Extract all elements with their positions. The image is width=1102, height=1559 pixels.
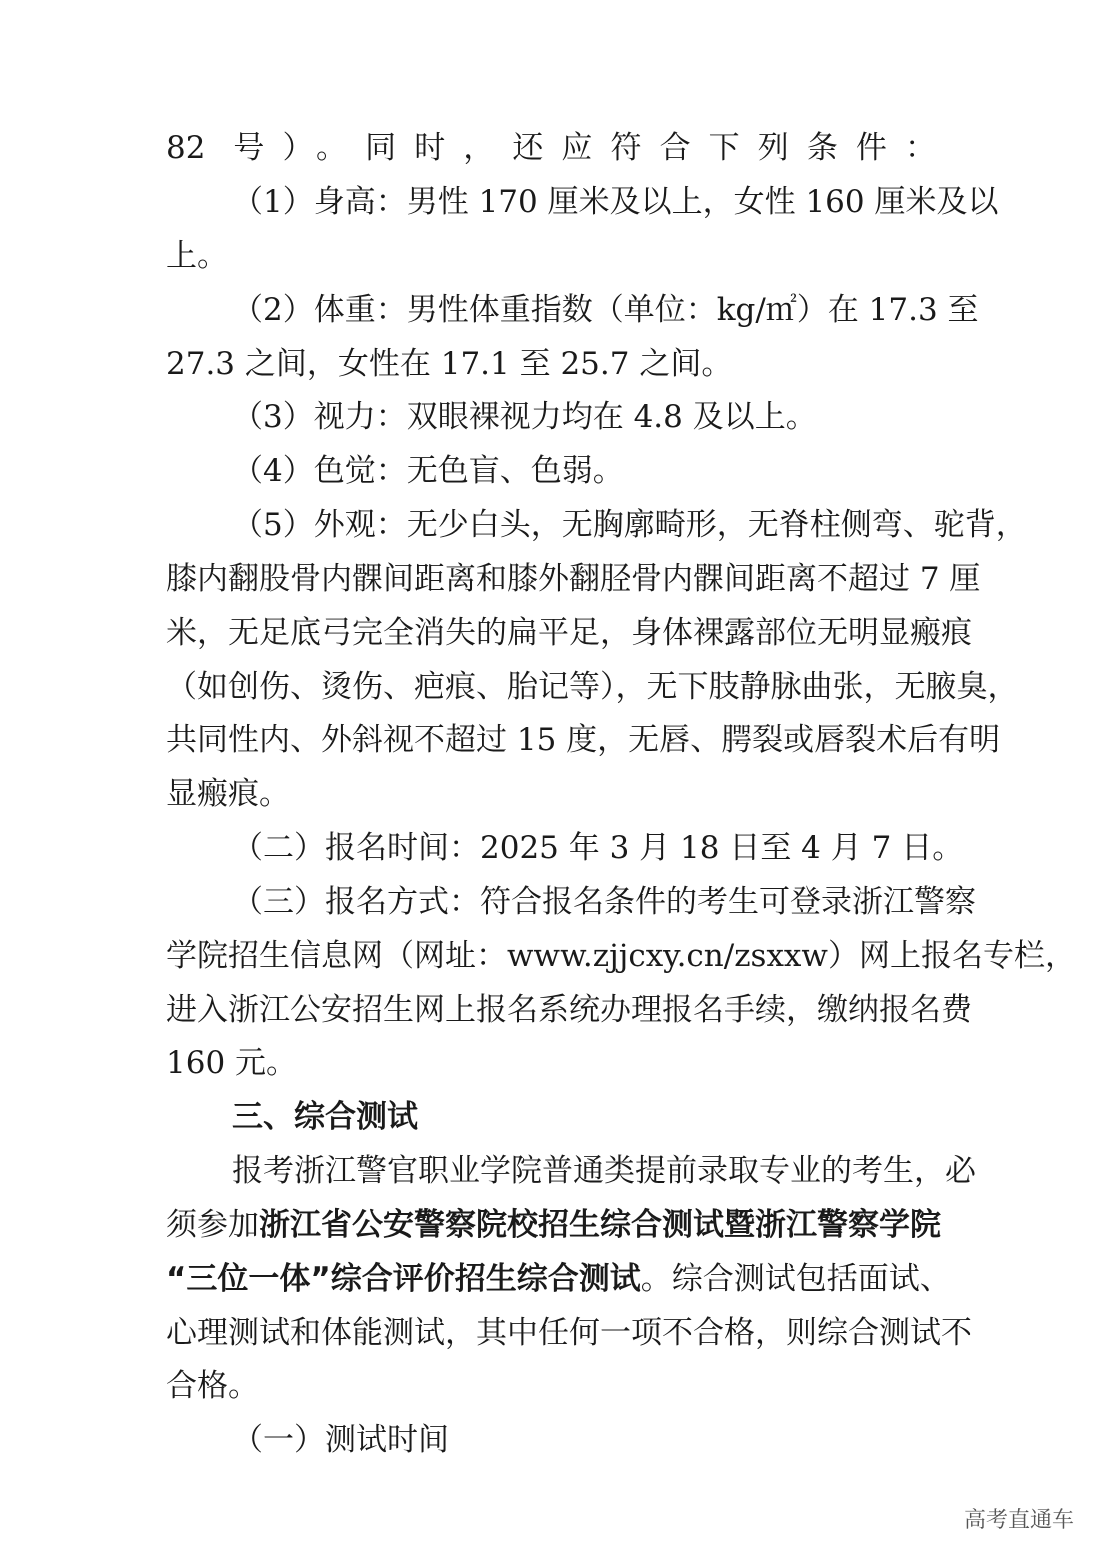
text-line <box>166 1259 951 1299</box>
plain-text: 。综合测试包括面试、 <box>640 1261 951 1297</box>
text-line: 合格。 <box>166 1368 259 1404</box>
text-line: （如创伤、烫伤、疤痕、胎记等），无下肢静脉曲张，无腋臭， <box>166 669 1019 705</box>
text-line: 160 元。 <box>166 1045 298 1081</box>
text-line: 学院招生信息网（网址：www.zjjcxy.cn/zsxxw）网上报名专栏， <box>166 938 1076 974</box>
section-heading: 三、综合测试 <box>232 1099 418 1135</box>
text-line: 共同性内、外斜视不超过 15 度，无唇、腭裂或唇裂术后有明 <box>166 722 1001 758</box>
bold-text: “三位一体”综合评价招生综合测试 <box>166 1261 641 1297</box>
text-line: 82 号）。同时，还应符合下列条件： <box>166 130 936 166</box>
text-line: （4）色觉：无色盲、色弱。 <box>232 453 624 489</box>
bold-text: 浙江省公安警察院校招生综合测试暨浙江警察学院 <box>259 1207 941 1243</box>
text-line: 米，无足底弓完全消失的扁平足，身体裸露部位无明显瘢痕 <box>166 615 972 651</box>
text-line: 心理测试和体能测试，其中任何一项不合格，则综合测试不 <box>166 1315 972 1351</box>
text-line: （三）报名方式：符合报名条件的考生可登录浙江警察 <box>232 884 976 920</box>
text-line: （3）视力：双眼裸视力均在 4.8 及以上。 <box>232 399 817 435</box>
text-line: 膝内翻股骨内髁间距离和膝外翻胫骨内髁间距离不超过 7 厘 <box>166 561 981 597</box>
watermark: 高考直通车 <box>963 1508 1074 1533</box>
plain-text: 须参加 <box>166 1207 259 1243</box>
text-line: （2）体重：男性体重指数（单位：kg/㎡）在 17.3 至 <box>232 292 979 328</box>
text-line: 显瘢痕。 <box>166 776 290 812</box>
text-line: （二）报名时间：2025 年 3 月 18 日至 4 月 7 日。 <box>232 830 964 866</box>
text-line: （5）外观：无少白头，无胸廓畸形，无脊柱侧弯、驼背， <box>232 507 1027 543</box>
text-line: 进入浙江公安招生网上报名系统办理报名手续，缴纳报名费 <box>166 992 972 1028</box>
text-line: 27.3 之间，女性在 17.1 至 25.7 之间。 <box>166 346 733 382</box>
text-line <box>166 1205 941 1245</box>
text-line: 报考浙江警官职业学院普通类提前录取专业的考生，必 <box>232 1153 976 1189</box>
text-line: 上。 <box>166 238 228 274</box>
subheading: （一）测试时间 <box>232 1422 449 1458</box>
text-line: （1）身高：男性 170 厘米及以上，女性 160 厘米及以 <box>232 184 999 220</box>
